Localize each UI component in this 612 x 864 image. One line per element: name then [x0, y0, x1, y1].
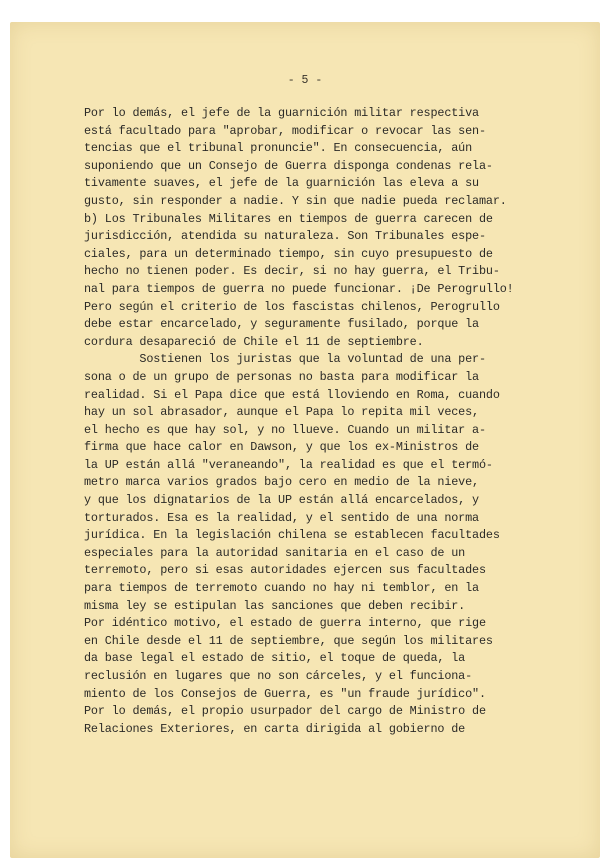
text-line: ciales, para un determinado tiempo, sin cuyo presupuesto de — [84, 246, 493, 261]
text-line: b) Los Tribunales Militares en tiempos de guerra carecen de — [84, 211, 493, 226]
text-line: misma ley se estipulan las sanciones que deben recibir. — [84, 598, 466, 613]
text-line: cordura desapareció de Chile el 11 de septiembre. — [84, 334, 424, 349]
text-line: hecho no tienen poder. Es decir, si no hay guerra, el Tribu- — [84, 264, 500, 279]
text-line: firma que hace calor en Dawson, y que los ex-Ministros de — [84, 440, 479, 455]
text-line: Sostienen los juristas que la voluntad de una per- — [84, 352, 486, 367]
text-line: Por lo demás, el jefe de la guarnición militar respectiva — [84, 106, 479, 120]
text-line: hay un sol abrasador, aunque el Papa lo repita mil veces, — [84, 405, 479, 420]
text-line: miento de los Consejos de Guerra, es "un fraude jurídico". — [84, 686, 486, 701]
text-line: para tiempos de terremoto cuando no hay ni temblor, en la — [84, 581, 479, 596]
text-line: Relaciones Exteriores, en carta dirigida al gobierno de — [84, 721, 466, 736]
text-line: debe estar encarcelado, y seguramente fusilado, porque la — [84, 317, 479, 332]
page-number: - 5 - — [287, 74, 323, 87]
text-line: da base legal el estado de sitio, el toque de queda, la — [84, 651, 466, 666]
text-line: sona o de un grupo de personas no basta para modificar la — [84, 369, 479, 384]
text-line: reclusión en lugares que no son cárceles, y el funciona- — [84, 669, 473, 683]
text-line: suponiendo que un Consejo de Guerra disponga condenas rela- — [84, 158, 493, 173]
text-line: el hecho es que hay sol, y no llueve. Cuando un militar a- — [84, 422, 486, 437]
text-line: metro marca varios grados bajo cero en medio de la nieve, — [84, 475, 479, 490]
text-line: realidad. Si el Papa dice que está lloviendo en Roma, cuando — [84, 387, 500, 402]
text-line: especiales para la autoridad sanitaria en el caso de un — [84, 545, 466, 560]
text-line: gusto, sin responder a nadie. Y sin que nadie pueda reclamar. — [84, 193, 507, 208]
text-line: nal para tiempos de guerra no puede funcionar. ¡De Perogrullo! — [84, 281, 514, 296]
text-line: torturados. Esa es la realidad, y el sentido de una norma — [84, 510, 479, 525]
document-page — [10, 22, 600, 858]
text-line: jurisdicción, atendida su naturaleza. Son Tribunales espe- — [84, 229, 486, 244]
text-line: Por idéntico motivo, el estado de guerra interno, que rige — [84, 616, 486, 631]
text-line: tivamente suaves, el jefe de la guarnición las eleva a su — [84, 176, 479, 191]
text-line: y que los dignatarios de la UP están allá encarcelados, y — [84, 493, 479, 508]
text-line: tencias que el tribunal pronuncie". En consecuencia, aún — [84, 141, 473, 156]
text-line: está facultado para "aprobar, modificar o revocar las sen- — [84, 123, 486, 138]
text-line: en Chile desde el 11 de septiembre, que según los militares — [84, 633, 493, 648]
text-line: terremoto, pero si esas autoridades ejercen sus facultades — [84, 563, 486, 578]
text-line: Por lo demás, el propio usurpador del cargo de Ministro de — [84, 704, 486, 719]
text-line: Pero según el criterio de los fascistas chilenos, Perogrullo — [84, 299, 500, 314]
text-line: la UP están allá "veraneando", la realidad es que el termó- — [84, 457, 493, 472]
text-line: jurídica. En la legislación chilena se establecen facultades — [84, 528, 500, 543]
body-text — [84, 105, 544, 738]
